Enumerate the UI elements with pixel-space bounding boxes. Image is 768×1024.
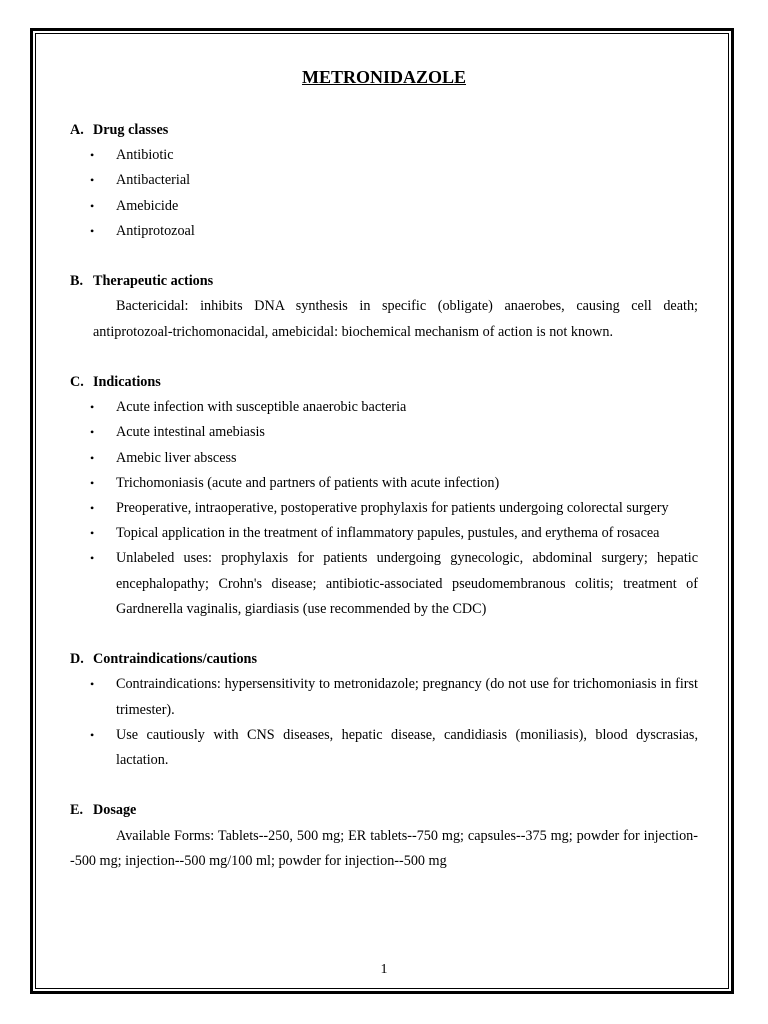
list-item [70, 446, 698, 471]
list-item-text: Trichomoniasis (acute and partners of patients with acute infection) [116, 474, 500, 491]
list-item [70, 143, 698, 168]
section-dosage [70, 798, 698, 874]
bullet-icon: • [90, 475, 95, 490]
list-item-text: Contraindications: hypersensitivity to metronidazole; pregnancy (do not use for trichomoniasis in first trimester). [116, 676, 698, 718]
list-item [70, 723, 698, 773]
bullet-icon: • [90, 425, 95, 440]
document-body [70, 64, 698, 899]
bullet-icon: • [90, 677, 95, 692]
list-item [70, 168, 698, 193]
section-letter: D. [70, 651, 84, 668]
list-item-text: Unlabeled uses: prophylaxis for patients undergoing gynecologic, abdominal surgery; hepatic encephalopathy; Crohn's disease; antibiotic-associated pseudomembranous colitis; treatment of Gardnerella vaginalis, giardiasis (use recommended by the CDC) [116, 550, 698, 617]
bullet-list [70, 395, 698, 622]
section-heading [70, 370, 698, 395]
list-item [70, 496, 698, 521]
section-title: Dosage [93, 802, 137, 819]
section-paragraph: Available Forms: Tablets--250, 500 mg; ER tablets--750 mg; capsules--375 mg; powder for injection--500 mg; injection--500 mg/100 ml; powder for injection--500 mg [70, 827, 698, 869]
section-therapeutic-actions [70, 269, 698, 345]
section-title: Drug classes [93, 122, 169, 138]
bullet-icon: • [90, 400, 95, 415]
section-heading [70, 269, 698, 294]
list-item-text: Use cautiously with CNS diseases, hepatic disease, candidiasis (moniliasis), blood dyscrasias, lactation. [116, 726, 698, 769]
bullet-icon: • [90, 148, 95, 163]
bullet-icon: • [90, 198, 95, 213]
list-item [70, 672, 698, 722]
document-title: METRONIDAZOLE [301, 67, 467, 87]
section-paragraph: Bactericidal: inhibits DNA synthesis in specific (obligate) anaerobes, causing cell death; antiprotozoal-trichomonacidal, amebicidal: biochemical mechanism of action is not known. [93, 298, 698, 340]
bullet-list [70, 143, 698, 244]
section-heading [70, 118, 698, 143]
list-item-text: Amebic liver abscess [116, 449, 237, 466]
bullet-icon: • [90, 526, 95, 541]
section-heading [70, 798, 698, 823]
list-item [70, 395, 698, 420]
list-item-text: Amebicide [116, 197, 179, 214]
section-letter: B. [70, 273, 84, 290]
section-indications [70, 370, 698, 622]
bullet-icon: • [90, 727, 95, 742]
section-heading [70, 647, 698, 672]
list-item [70, 219, 698, 244]
section-title: Contraindications/cautions [93, 651, 257, 668]
section-title: Indications [93, 374, 161, 390]
list-item-text: Acute infection with susceptible anaerobic bacteria [116, 399, 407, 416]
section-letter: C. [70, 374, 84, 390]
section-drug-classes [70, 118, 698, 244]
list-item [70, 471, 698, 496]
section-letter: E. [70, 802, 84, 819]
page-number: 1 [380, 962, 388, 977]
list-item [70, 420, 698, 445]
bullet-icon: • [90, 501, 95, 516]
list-item-text: Antibiotic [116, 147, 174, 164]
list-item-text: Antibacterial [116, 172, 191, 189]
section-contraindications [70, 647, 698, 773]
list-item [70, 194, 698, 219]
section-title: Therapeutic actions [93, 273, 214, 290]
list-item [70, 546, 698, 622]
bullet-icon: • [90, 173, 95, 188]
bullet-icon: • [90, 450, 95, 465]
list-item [70, 521, 698, 546]
list-item-text: Topical application in the treatment of inflammatory papules, pustules, and erythema of rosacea [116, 525, 660, 542]
list-item-text: Acute intestinal amebiasis [116, 424, 265, 441]
bullet-icon: • [90, 551, 95, 566]
bullet-list [70, 672, 698, 773]
bullet-icon: • [90, 223, 95, 238]
section-letter: A. [70, 122, 84, 138]
list-item-text: Preoperative, intraoperative, postoperative prophylaxis for patients undergoing colorectal surgery [116, 500, 669, 517]
list-item-text: Antiprotozoal [116, 222, 195, 239]
